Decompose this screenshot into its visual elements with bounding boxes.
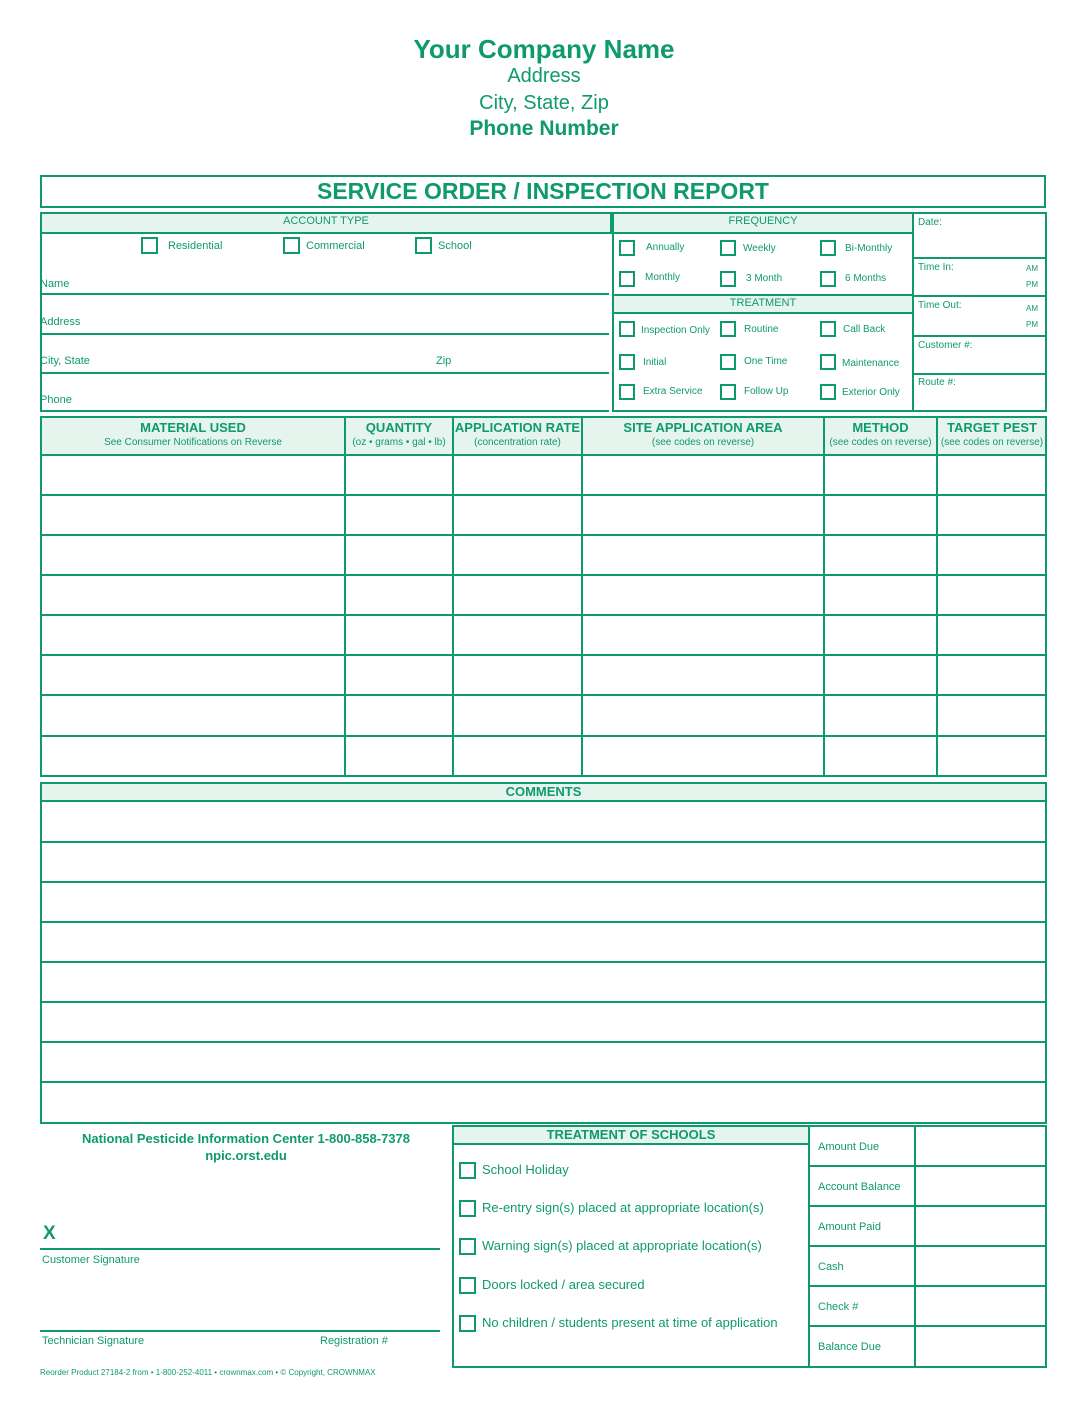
table-row[interactable] [40,574,1047,576]
one-time-checkbox[interactable] [720,354,736,370]
customer-no-field[interactable] [912,373,1047,375]
check-no-label: Check # [818,1301,859,1313]
name-label: Name [40,278,70,290]
table-row[interactable] [40,614,1047,616]
warning-sign-checkbox[interactable] [459,1238,476,1255]
follow-up-label: Follow Up [744,386,789,397]
payment-row-line [808,1325,1047,1327]
school-checkbox[interactable] [415,237,432,254]
col-line [452,416,454,777]
payment-row-line [808,1285,1047,1287]
residential-label: Residential [168,240,223,252]
col-line [344,416,346,777]
school-holiday-checkbox[interactable] [459,1162,476,1179]
address-label: Address [40,316,81,328]
customer-signature-line[interactable] [40,1248,440,1250]
reentry-sign-checkbox[interactable] [459,1200,476,1217]
balance-due-label: Balance Due [818,1341,881,1353]
table-row[interactable] [40,694,1047,696]
payment-row-line [808,1205,1047,1207]
commercial-label: Commercial [306,240,365,252]
site-application-area-header: SITE APPLICATION AREA (see codes on reverse) [623,420,783,448]
application-rate-header: APPLICATION RATE (concentration rate) [454,420,581,448]
maintenance-checkbox[interactable] [820,354,836,370]
city-state-label: City, State [40,355,90,367]
method-header: METHOD (see codes on reverse) [829,420,932,448]
time-out-am: AM [1026,304,1038,313]
table-row[interactable] [40,494,1047,496]
one-time-label: One Time [744,356,788,367]
amount-paid-label: Amount Paid [818,1221,881,1233]
col-line [823,416,825,777]
company-address: Address [507,65,581,87]
company-name: Your Company Name [413,34,675,64]
inspection-only-label: Inspection Only [641,325,710,336]
technician-signature-label: Technician Signature [42,1335,145,1347]
table-row[interactable] [40,735,1047,737]
doors-locked-label: Doors locked / area secured [482,1277,645,1292]
bi-monthly-label: Bi-Monthly [845,243,893,254]
comment-line[interactable] [40,961,1047,963]
follow-up-checkbox[interactable] [720,384,736,400]
customer-signature-label: Customer Signature [42,1254,140,1266]
comment-line[interactable] [40,841,1047,843]
signature-x-mark: X [43,1223,56,1244]
time-out-pm: PM [1026,320,1038,329]
weekly-label: Weekly [743,243,776,254]
maintenance-label: Maintenance [842,358,900,369]
call-back-checkbox[interactable] [820,321,836,337]
account-type-header: ACCOUNT TYPE [40,212,612,234]
route-no-label: Route #: [918,377,956,388]
frequency-header: FREQUENCY [614,214,912,234]
date-label: Date: [918,217,942,228]
cash-label: Cash [818,1261,844,1273]
initial-label: Initial [643,357,667,368]
col-line [581,416,583,777]
time-in-am: AM [1026,264,1038,273]
zip-label: Zip [436,355,452,367]
time-in-field[interactable] [912,295,1047,297]
comment-line[interactable] [40,1001,1047,1003]
bi-monthly-checkbox[interactable] [820,240,836,256]
call-back-label: Call Back [843,324,886,335]
treatment-header: TREATMENT [614,296,912,314]
time-out-label: Time Out: [918,300,962,311]
extra-service-label: Extra Service [643,386,703,397]
doors-locked-checkbox[interactable] [459,1277,476,1294]
monthly-label: Monthly [645,272,681,283]
phone-label: Phone [40,394,72,406]
inspection-only-checkbox[interactable] [619,321,635,337]
address-field[interactable] [40,333,609,335]
no-children-label: No children / students present at time of application [482,1315,778,1330]
school-label: School [438,240,472,252]
6-months-label: 6 Months [845,273,887,284]
time-in-label: Time In: [918,262,954,273]
materials-table [40,416,1047,777]
footer-reorder: Reorder Product 27184-2 from • 1-800-252-4011 • crownmax.com • © Copyright, CROWNMAX [40,1368,376,1377]
phone-field[interactable] [40,410,609,412]
npic-phone: National Pesticide Information Center 1-800-858-7378 [81,1131,410,1146]
time-out-field[interactable] [912,335,1047,337]
company-city-state-zip: City, State, Zip [479,92,609,114]
no-children-checkbox[interactable] [459,1315,476,1332]
comments-box [40,782,1047,1124]
6-months-checkbox[interactable] [820,271,836,287]
initial-checkbox[interactable] [619,354,635,370]
comments-header: COMMENTS [42,784,1045,802]
routine-checkbox[interactable] [720,321,736,337]
form-title: SERVICE ORDER / INSPECTION REPORT [40,175,1046,208]
schools-header: TREATMENT OF SCHOOLS [454,1127,808,1145]
warning-sign-label: Warning sign(s) placed at appropriate location(s) [482,1238,762,1253]
company-phone: Phone Number [469,117,619,140]
annually-checkbox[interactable] [619,240,635,256]
name-field[interactable] [40,293,609,295]
routine-label: Routine [744,324,779,335]
extra-service-checkbox[interactable] [619,384,635,400]
material-used-header: MATERIAL USED See Consumer Notifications on Reverse [104,420,282,448]
target-pest-header: TARGET PEST (see codes on reverse) [940,420,1044,448]
payment-row-line [808,1165,1047,1167]
quantity-header: QUANTITY (oz • grams • gal • lb) [352,420,446,448]
comment-line[interactable] [40,1041,1047,1043]
commercial-checkbox[interactable] [283,237,300,254]
city-state-zip-field[interactable] [40,372,609,374]
technician-signature-line[interactable] [40,1330,440,1332]
comment-line[interactable] [40,1081,1047,1083]
account-balance-label: Account Balance [818,1181,901,1193]
time-in-pm: PM [1026,280,1038,289]
annually-label: Annually [646,242,685,253]
amount-due-label: Amount Due [818,1141,880,1153]
npic-info [40,1130,452,1164]
date-field[interactable] [912,257,1047,259]
registration-label: Registration # [320,1335,388,1347]
3-month-label: 3 Month [746,273,783,284]
weekly-checkbox[interactable] [720,240,736,256]
reentry-sign-label: Re-entry sign(s) placed at appropriate location(s) [482,1200,764,1215]
school-holiday-label: School Holiday [482,1162,569,1177]
customer-no-label: Customer #: [918,340,973,351]
payment-row-line [808,1245,1047,1247]
residential-checkbox[interactable] [141,237,158,254]
comment-line[interactable] [40,881,1047,883]
exterior-only-label: Exterior Only [842,387,900,398]
table-row[interactable] [40,654,1047,656]
left-border [40,212,42,412]
exterior-only-checkbox[interactable] [820,384,836,400]
3-month-checkbox[interactable] [720,271,736,287]
npic-url: npic.orst.edu [205,1148,287,1163]
table-row[interactable] [40,534,1047,536]
comment-line[interactable] [40,921,1047,923]
col-line [936,416,938,777]
materials-header-divider [40,454,1047,456]
monthly-checkbox[interactable] [619,271,635,287]
